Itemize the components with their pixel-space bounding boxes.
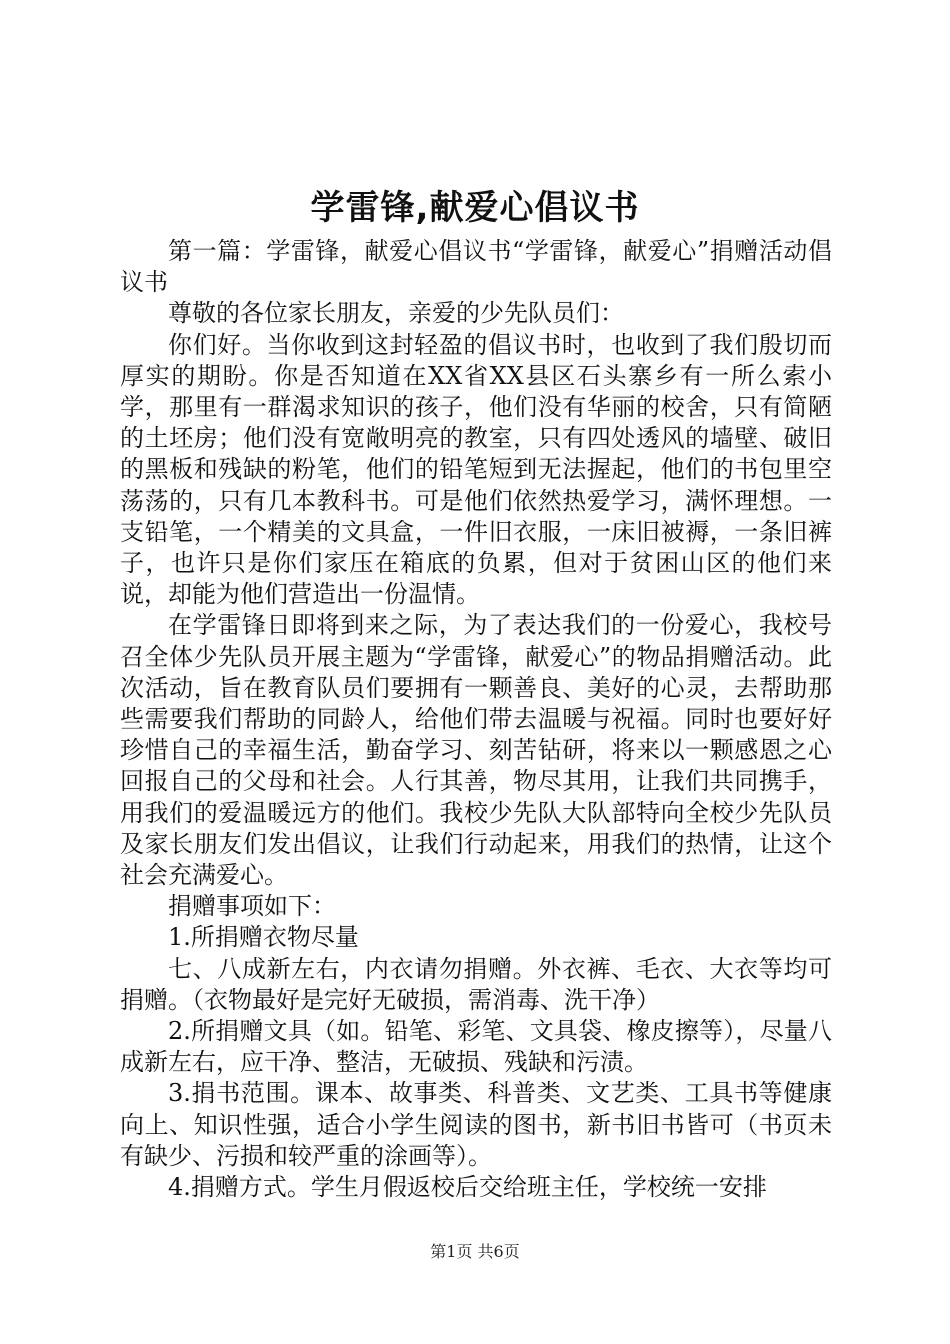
paragraph-heading-line: 第一篇：学雷锋，献爱心倡议书“学雷锋，献爱心”捐赠活动倡议书 [120, 237, 832, 297]
document-title: 学雷锋,献爱心倡议书 [310, 188, 640, 228]
paragraph-item-3: 3.捐书范围。课本、故事类、科普类、文艺类、工具书等健康向上、知识性强，适合小学生阅读的图书，新书旧书皆可（书页未有缺少、污损和较严重的涂画等）。 [120, 1079, 832, 1170]
paragraph-salutation: 尊敬的各位家长朋友，亲爱的少先队员们： [168, 299, 624, 328]
paragraph-item-1-detail: 七、八成新左右，内衣请勿捐赠。外衣裤、毛衣、大衣等均可捐赠。（衣物最好是完好无破损，需消毒、洗干净） [120, 954, 832, 1014]
paragraph-items-intro: 捐赠事项如下： [168, 892, 336, 921]
paragraph-item-2: 2.所捐赠文具（如。铅笔、彩笔、文具袋、橡皮擦等），尽量八成新左右，应干净、整洁，无破损、残缺和污渍。 [120, 1017, 832, 1077]
document-body [120, 236, 832, 1203]
paragraph-greeting: 你们好。当你收到这封轻盈的倡议书时，也收到了我们殷切而厚实的期盼。你是否知道在XX省XX县区石头寨乡有一所么索小学，那里有一群渴求知识的孩子，他们没有华丽的校舍，只有简陋的土坯房；他们没有宽敞明亮的教室，只有四处透风的墙壁、破旧的黑板和残缺的粉笔，他们的铅笔短到无法握起，他们的书包里空荡荡的，只有几本教科书。可是他们依然热爱学习，满怀理想。一支铅笔，一个精美的文具盒，一件旧衣服，一床旧被褥，一条旧裤子，也许只是你们家压在箱底的负累，但对于贫困山区的他们来说，却能为他们营造出一份温情。 [120, 330, 832, 609]
page-footer: 第1页 共6页 [430, 1242, 520, 1261]
paragraph-initiative: 在学雷锋日即将到来之际，为了表达我们的一份爱心，我校号召全体少先队员开展主题为“学雷锋，献爱心”的物品捐赠活动。此次活动，旨在教育队员们要拥有一颗善良、美好的心灵，去帮助那些需要我们帮助的同龄人，给他们带去温暖与祝福。同时也要好好珍惜自己的幸福生活，勤奋学习、刻苦钻研，将来以一颗感恩之心回报自己的父母和社会。人行其善，物尽其用，让我们共同携手，用我们的爱温暖远方的他们。我校少先队大队部特向全校少先队员及家长朋友们发出倡议，让我们行动起来，用我们的热情，让这个社会充满爱心。 [120, 611, 832, 890]
paragraph-item-1: 1.所捐赠衣物尽量 [168, 923, 359, 952]
paragraph-item-4: 4.捐赠方式。学生月假返校后交给班主任，学校统一安排 [168, 1173, 767, 1202]
